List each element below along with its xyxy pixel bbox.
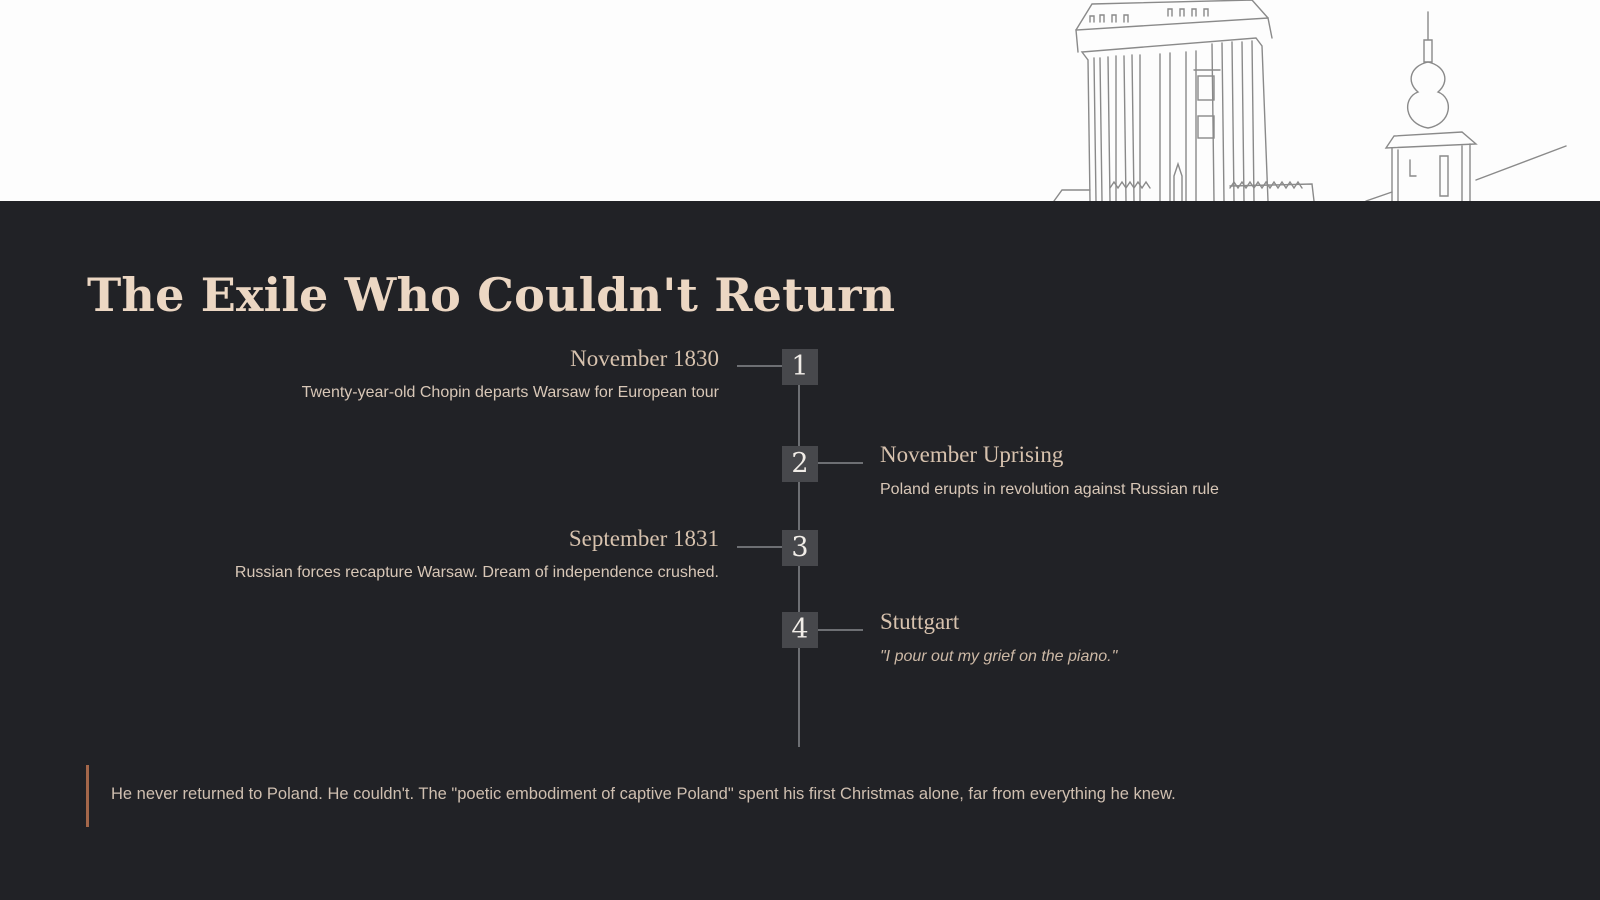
timeline-connector xyxy=(817,462,863,464)
timeline-marker-3: 3 xyxy=(782,530,818,566)
timeline-event-4-description: "I pour out my grief on the piano." xyxy=(880,648,1118,665)
timeline-event-3-title: September 1831 xyxy=(568,526,719,551)
timeline-marker-1: 1 xyxy=(782,349,818,385)
timeline-event-3-description: Russian forces recapture Warsaw. Dream of independence crushed. xyxy=(234,564,719,581)
timeline-connector xyxy=(817,629,863,631)
timeline-marker-4: 4 xyxy=(782,612,818,648)
timeline-marker-2: 2 xyxy=(782,446,818,482)
timeline-event-1-description: Twenty-year-old Chopin departs Warsaw for European tour xyxy=(301,384,719,401)
callout-accent-bar xyxy=(86,765,89,827)
timeline-connector xyxy=(737,365,783,367)
timeline-event-4-title: Stuttgart xyxy=(880,609,960,634)
page-title: The Exile Who Couldn't Return xyxy=(87,268,896,322)
timeline-event-2-title: November Uprising xyxy=(880,442,1064,467)
timeline-event-2-description: Poland erupts in revolution against Russian rule xyxy=(880,481,1219,498)
timeline-event-1-title: November 1830 xyxy=(570,346,719,371)
main-content xyxy=(0,201,1600,900)
callout-text: He never returned to Poland. He couldn't. The "poetic embodiment of captive Poland" spent his first Christmas alone, far from everything he knew. xyxy=(111,785,1176,803)
castle-line-drawing-icon xyxy=(0,0,1600,201)
timeline-connector xyxy=(737,546,783,548)
header-banner xyxy=(0,0,1600,201)
